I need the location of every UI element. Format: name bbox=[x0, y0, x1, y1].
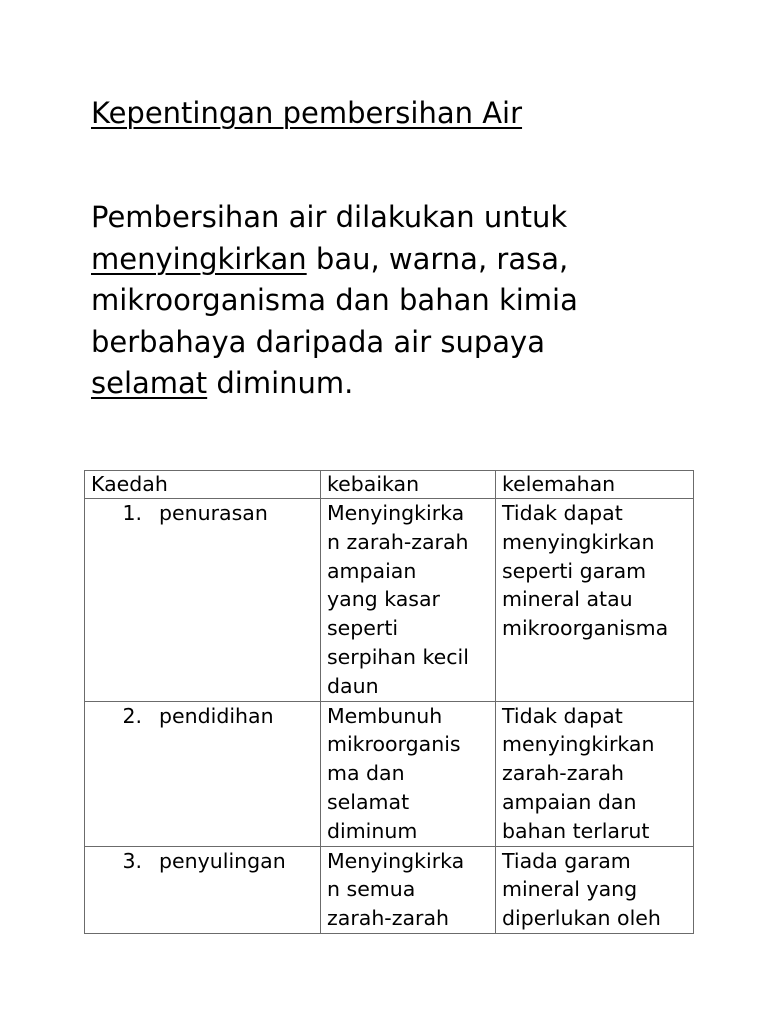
cell-text-line: seperti bbox=[327, 616, 399, 641]
method-number: 3. bbox=[122, 848, 142, 873]
paragraph-line-2-rest: bau, warna, rasa, bbox=[306, 241, 569, 276]
cell-text-line: diperlukan oleh bbox=[502, 906, 661, 931]
cell-text-line: ampaian bbox=[327, 558, 417, 583]
method-number: 1. bbox=[122, 501, 142, 525]
cell-text-line: yang kasar bbox=[327, 587, 440, 612]
method-name: pendidihan bbox=[159, 703, 274, 728]
method-name: penurasan bbox=[159, 501, 268, 525]
advantage-cell bbox=[321, 846, 496, 933]
paragraph-line-2 bbox=[91, 239, 711, 281]
table-row bbox=[85, 499, 694, 702]
cell-text-line: n semua bbox=[327, 877, 416, 902]
cell-text-line: mikroorganisma bbox=[502, 616, 669, 641]
cell-text-line: zarah-zarah bbox=[502, 761, 625, 786]
method-cell bbox=[85, 701, 321, 846]
underlined-word-menyingkirkan: menyingkirkan bbox=[91, 241, 307, 276]
intro-paragraph bbox=[91, 197, 711, 405]
table-header-row bbox=[85, 471, 694, 499]
cell-text-line: mikroorganis bbox=[327, 732, 461, 757]
cell-text-line: Membunuh bbox=[327, 703, 443, 728]
table-row bbox=[85, 846, 694, 933]
cell-text-line: mineral atau bbox=[502, 587, 633, 612]
method-cell bbox=[85, 499, 321, 702]
cell-text-line: daun bbox=[327, 673, 379, 698]
cell-text-line: n zarah-zarah bbox=[327, 529, 469, 554]
weakness-cell bbox=[496, 846, 694, 933]
header-kaedah: Kaedah bbox=[85, 471, 321, 499]
cell-text-line: selamat bbox=[327, 789, 410, 814]
cell-text-line: menyingkirkan bbox=[502, 529, 655, 554]
underlined-word-selamat: selamat bbox=[91, 366, 208, 400]
advantage-cell bbox=[321, 499, 496, 702]
cell-text-line: Menyingkirka bbox=[327, 848, 465, 873]
weakness-cell bbox=[496, 499, 694, 702]
table-row bbox=[85, 701, 694, 846]
paragraph-line-3: mikroorganisma dan bahan kimia bbox=[91, 283, 578, 317]
paragraph-line-5 bbox=[91, 363, 711, 405]
cell-text-line: zarah-zarah bbox=[327, 906, 450, 931]
advantage-cell bbox=[321, 701, 496, 846]
method-number: 2. bbox=[122, 703, 142, 728]
water-purification-methods-table bbox=[84, 470, 694, 934]
cell-text-line: Tiada garam bbox=[502, 848, 631, 873]
cell-text-line: ampaian dan bbox=[502, 789, 637, 814]
paragraph-line-1: Pembersihan air dilakukan untuk bbox=[91, 200, 568, 234]
cell-text-line: ma dan bbox=[327, 761, 405, 786]
header-kebaikan: kebaikan bbox=[321, 471, 496, 499]
method-name: penyulingan bbox=[159, 848, 286, 873]
paragraph-line-4: berbahaya daripada air supaya bbox=[91, 324, 545, 359]
cell-text-line: bahan terlarut bbox=[502, 818, 650, 843]
cell-text-line: mineral yang bbox=[502, 877, 638, 902]
cell-text-line: seperti garam bbox=[502, 558, 647, 583]
page-title: Kepentingan pembersihan Air bbox=[91, 96, 523, 130]
weakness-cell bbox=[496, 701, 694, 846]
cell-text-line: Tidak dapat bbox=[502, 703, 623, 728]
cell-text-line: menyingkirkan bbox=[502, 732, 655, 757]
cell-text-line: Menyingkirka bbox=[327, 501, 465, 525]
header-kelemahan: kelemahan bbox=[496, 471, 694, 499]
cell-text-line: Tidak dapat bbox=[502, 501, 623, 525]
paragraph-line-5-rest: diminum. bbox=[207, 366, 354, 400]
method-cell bbox=[85, 846, 321, 933]
cell-text-line: diminum bbox=[327, 818, 418, 843]
cell-text-line: serpihan kecil bbox=[327, 644, 469, 669]
